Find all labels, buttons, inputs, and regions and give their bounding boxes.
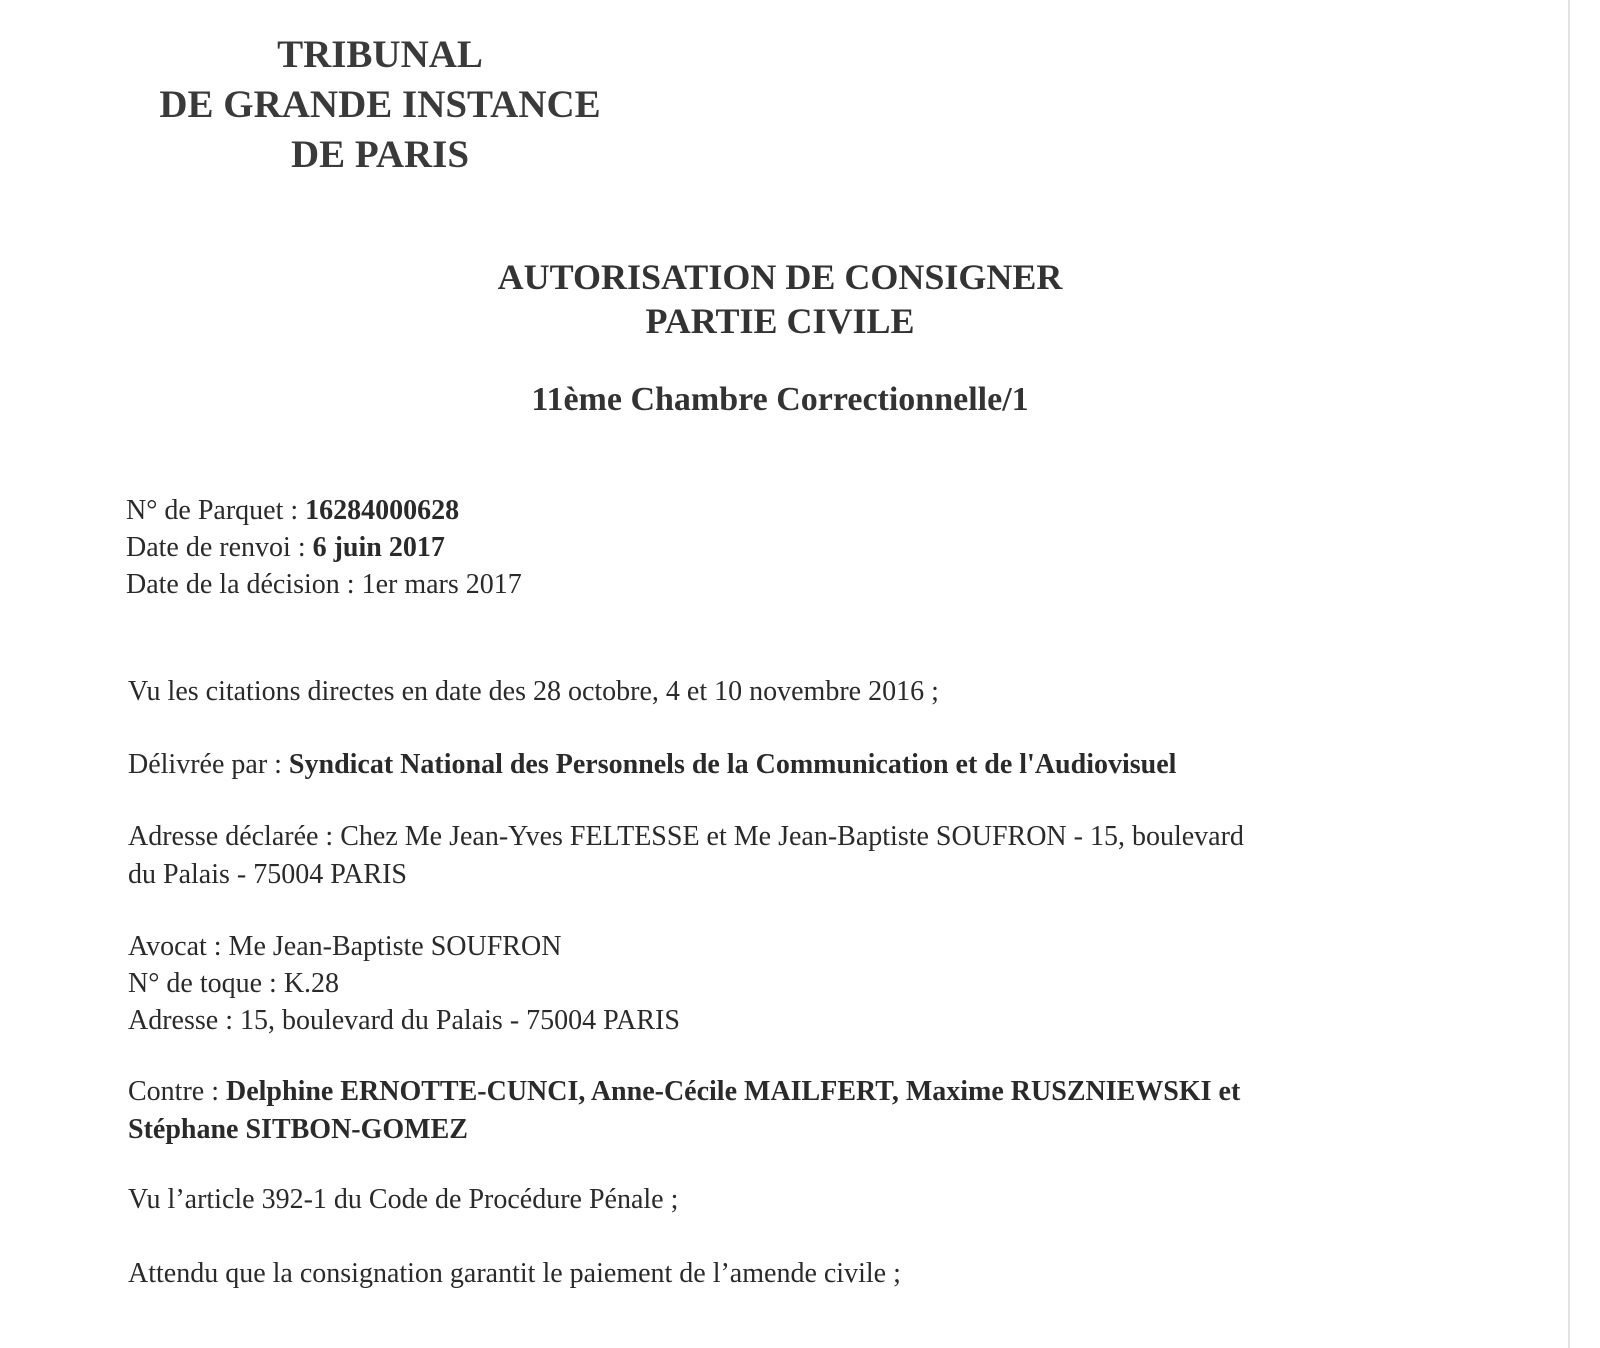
decision-date-value: 1er mars 2017 bbox=[361, 569, 522, 600]
lawyer-address: Adresse : 15, boulevard du Palais - 75004 PARIS bbox=[128, 1005, 680, 1036]
court-name-line-3: DE PARIS bbox=[290, 133, 470, 176]
court-name-line-2: DE GRANDE INSTANCE bbox=[159, 83, 601, 126]
referral-date-value: 6 juin 2017 bbox=[312, 532, 445, 563]
declared-address-line-2: du Palais - 75004 PARIS bbox=[128, 859, 408, 890]
court-name-line-1: TRIBUNAL bbox=[277, 33, 483, 76]
chamber-heading: 11ème Chambre Correctionnelle/1 bbox=[531, 381, 1029, 418]
parquet-number-label: N° de Parquet : bbox=[126, 495, 306, 526]
attendu-paragraph: Attendu que la consignation garantit le paiement de l’amende civile ; bbox=[128, 1258, 901, 1289]
document-title-line-1: AUTORISATION DE CONSIGNER bbox=[497, 257, 1063, 297]
document-title-line-2: PARTIE CIVILE bbox=[645, 301, 915, 341]
delivered-by-value: Syndicat National des Personnels de la Communication et de l'Audiovisuel bbox=[288, 749, 1177, 780]
referral-date-row bbox=[126, 529, 522, 566]
lawyer-name: Avocat : Me Jean-Baptiste SOUFRON bbox=[128, 931, 562, 962]
article-paragraph: Vu l’article 392-1 du Code de Procédure Pénale ; bbox=[128, 1184, 679, 1215]
declared-address-paragraph bbox=[128, 818, 1418, 894]
lawyer-toque: N° de toque : K.28 bbox=[128, 968, 340, 999]
lawyer-block bbox=[128, 928, 1418, 1039]
declared-address-line-1: Adresse déclarée : Chez Me Jean-Yves FELTESSE et Me Jean-Baptiste SOUFRON - 15, boulevard bbox=[128, 821, 1244, 852]
decision-date-label: Date de la décision : bbox=[126, 569, 362, 600]
referral-date-label: Date de renvoi : bbox=[126, 532, 313, 563]
case-info bbox=[126, 492, 522, 603]
against-line-2 bbox=[128, 1111, 1418, 1149]
delivered-by-paragraph bbox=[128, 746, 1418, 784]
document-title bbox=[380, 255, 1180, 343]
against-paragraph bbox=[128, 1073, 1418, 1149]
against-names-1: Delphine ERNOTTE-CUNCI, Anne-Cécile MAILFERT, Maxime RUSZNIEWSKI et bbox=[226, 1076, 1241, 1107]
citations-paragraph: Vu les citations directes en date des 28 octobre, 4 et 10 novembre 2016 ; bbox=[128, 676, 939, 707]
against-names-2: Stéphane SITBON-GOMEZ bbox=[128, 1114, 468, 1145]
decision-date-row bbox=[126, 566, 522, 603]
page-edge-line bbox=[1568, 0, 1570, 1348]
against-label: Contre : bbox=[128, 1076, 226, 1107]
against-line-1 bbox=[128, 1073, 1418, 1111]
delivered-by-label: Délivrée par : bbox=[128, 749, 289, 780]
parquet-number-row bbox=[126, 492, 522, 529]
court-header bbox=[120, 30, 640, 180]
parquet-number-value: 16284000628 bbox=[305, 495, 460, 526]
